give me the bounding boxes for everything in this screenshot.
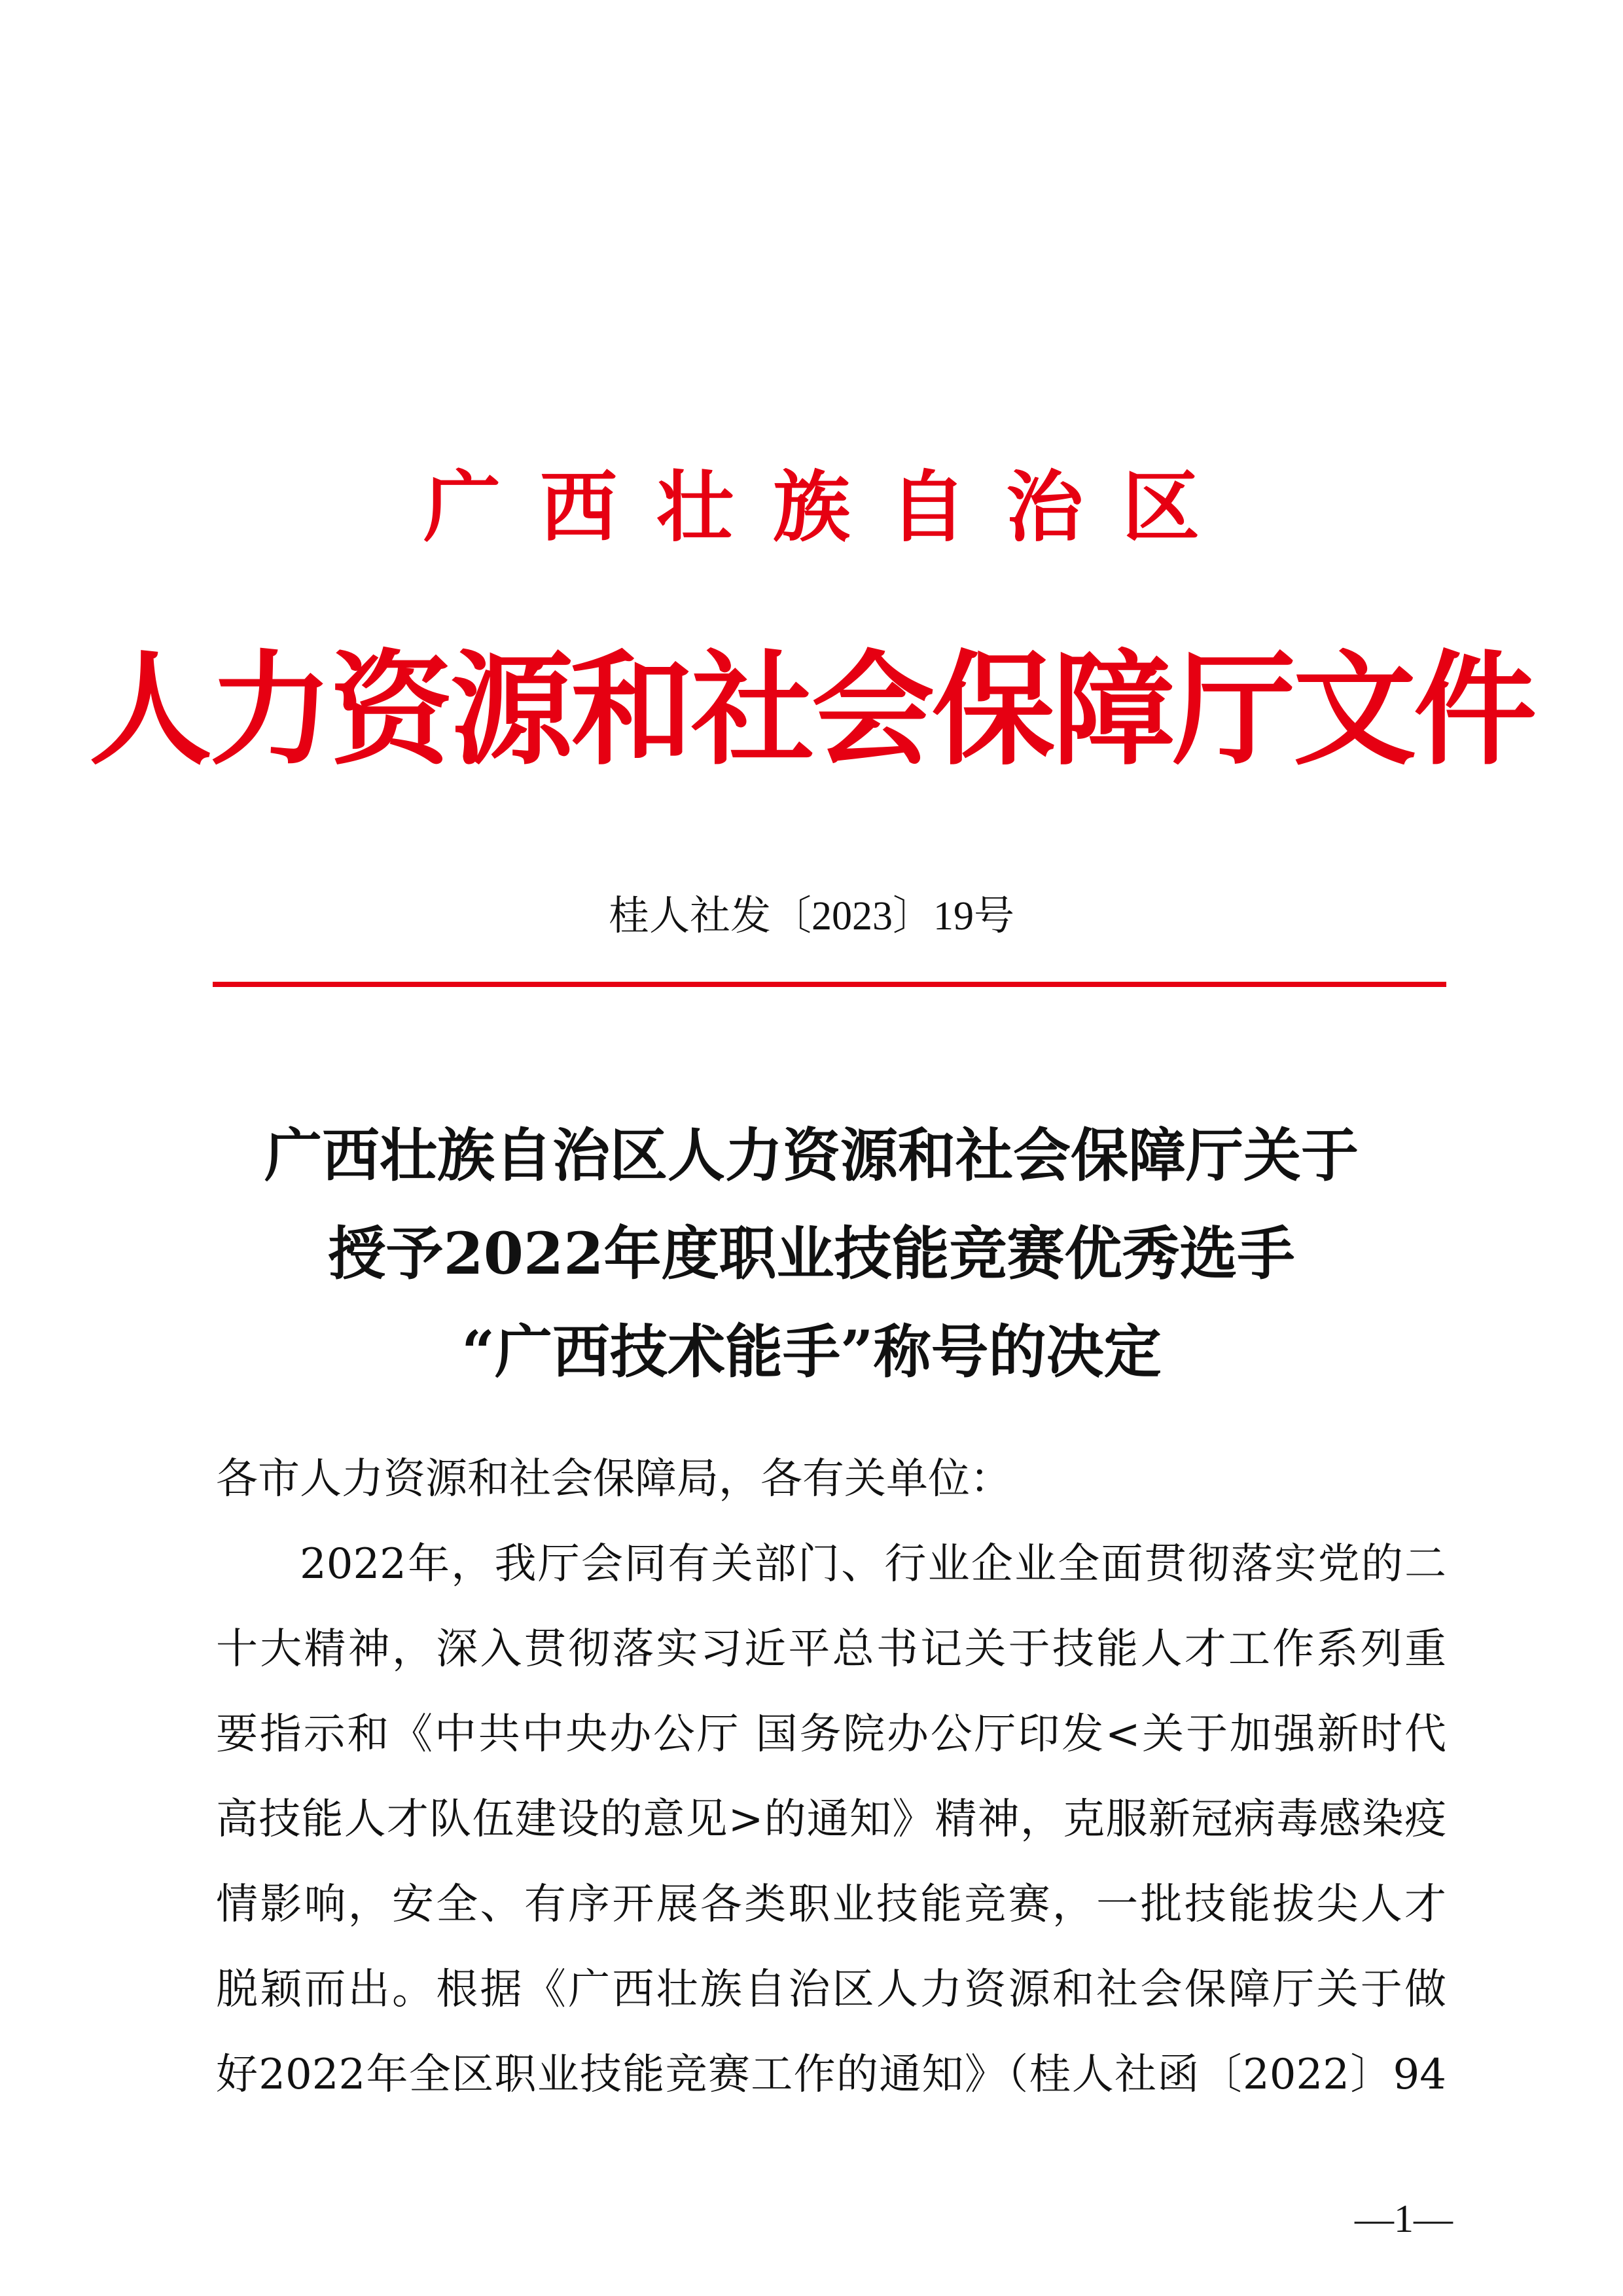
body-line: 高技能人才队伍建设的意见>的通知》精神，克服新冠病毒感染疫 <box>216 1795 1446 1844</box>
title-line: “广西技术能手”称号的决定 <box>461 1318 1162 1386</box>
body-line: 脱颖而出。根据《广西壮族自治区人力资源和社会保障厅关于做 <box>216 1965 1446 2014</box>
body-line: 要指示和《中共中央办公厅 国务院办公厅印发<关于加强新时代 <box>216 1710 1446 1759</box>
issuer-header-department: 人力资源和社会保障厅文件 <box>89 637 1534 782</box>
body-line: 好2022年全区职业技能竞赛工作的通知》（桂人社函〔2022〕94 <box>216 2051 1446 2099</box>
document-title <box>0 1106 1623 1401</box>
recipients-salutation: 各市人力资源和社会保障局，各有关单位： <box>216 1455 1012 1503</box>
body-paragraph <box>216 1522 1446 2117</box>
body-line: 2022年，我厅会同有关部门、行业企业全面贯彻落实党的二 <box>300 1540 1446 1588</box>
issuer-header-region: 广西壮族自治区 <box>423 461 1239 552</box>
red-divider-line <box>213 982 1446 987</box>
body-line: 十大精神，深入贯彻落实习近平总书记关于技能人才工作系列重 <box>216 1625 1446 1674</box>
page-number: —1— <box>1355 2197 1453 2240</box>
document-number: 桂人社发〔2023〕19号 <box>608 894 1014 939</box>
body-line: 情影响，安全、有序开展各类职业技能竞赛，一批技能拔尖人才 <box>216 1880 1446 1929</box>
title-line: 授予2022年度职业技能竞赛优秀选手 <box>328 1219 1295 1287</box>
title-line: 广西壮族自治区人力资源和社会保障厅关于 <box>264 1121 1359 1189</box>
